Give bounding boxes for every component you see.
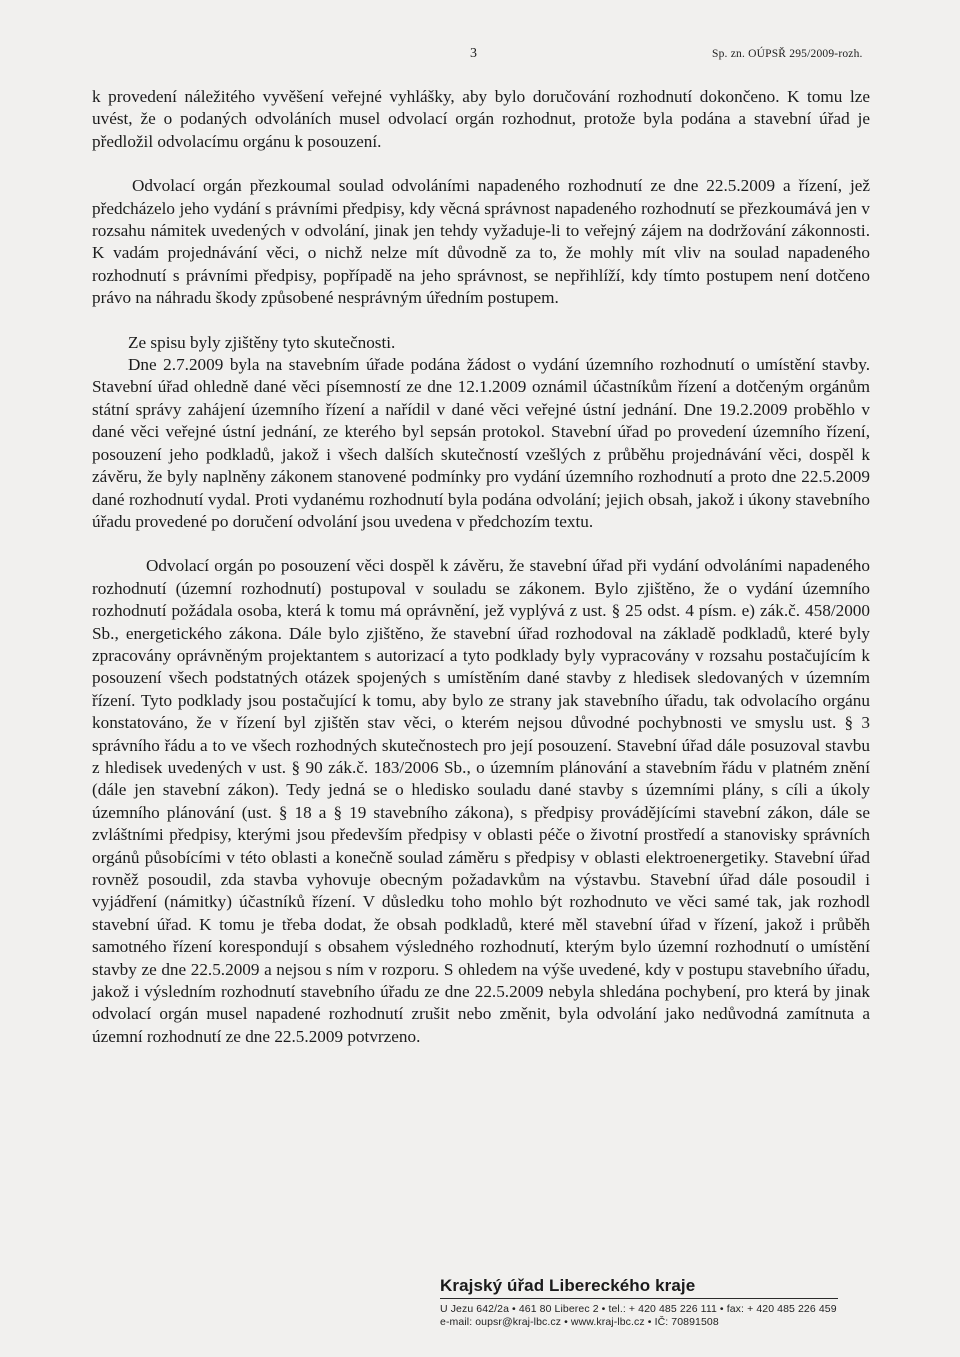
paragraph-facts: Dne 2.7.2009 byla na stavebním úřade podána žádost o vydání územního rozhodnutí o umístění stavby. Stavební úřad ohledně dané věci písemností ze dne 12.1.2009 oznámil účastníkům řízení a dotčeným orgánům státní správy zahájení územního řízení a nařídil v dané věci veřejné ústní jednání. Dne 19.2.2009 proběhlo v dané věci veřejné ústní jednání, ze kterého byl sepsán protokol. Stavební úřad po provedení územního řízení, posouzení jeho podkladů, jakož i všech dalších skutečností vzešlých z průběhu projednávání věci, dospěl k závěru, že byly naplněny zákonem stanovené podmínky pro vydání územního rozhodnutí a proto dne 22.5.2009 dané rozhodnutí vydal. Proti vydanému rozhodnutí byla podána odvolání; jejich obsah, jakož i úkony stavebního úřadu provedené po doručení odvolání jsou uvedena v předchozím textu.	[92, 355, 870, 531]
address-line: U Jezu 642/2a • 461 80 Liberec 2 • tel.: + 420 485 226 111 • fax: + 420 485 226 459	[440, 1303, 837, 1315]
page-number: 3	[470, 46, 477, 61]
organization-name: Krajský úřad Libereckého kraje	[440, 1276, 838, 1299]
contact-line: e-mail: oupsr@kraj-lbc.cz • www.kraj-lbc.cz • IČ: 70891508	[440, 1316, 719, 1328]
paragraph-findings-heading: Ze spisu byly zjištěny tyto skutečnosti.	[128, 332, 396, 352]
paragraph-conclusion: Odvolací orgán po posouzení věci dospěl k závěru, že stavební úřad při vydání odvoláními napadeného rozhodnutí (územní rozhodnutí) postupoval v souladu se zákonem. Bylo zjištěno, že o vydání územního rozhodnutí požádala osoba, která k tomu má oprávnění, jež vyplývá z ust. § 25 odst. 4 písm. e) zák.č. 458/2000 Sb., energetického zákona. Dále bylo zjištěno, že stavební úřad rozhodoval na základě podkladů, které byly zpracovány oprávněným projektantem s autorizací a tyto podklady byly vypracovány v rozsahu postačujícím k posouzení všech podstatných otázek spojených s umístěním dané stavby z hledisek sledovaných v územním řízení. Tyto podklady jsou postačující k tomu, aby bylo ze strany jak stavebního úřadu, tak odvolacího orgánu konstatováno, že v řízení byl zjištěn stav věci, o kterém nejsou důvodné pochybnosti ve smyslu ust. § 3 správního řádu a to ve všech rozhodných skutečnostech pro její posouzení. Stavební úřad dále posuzoval stavbu z hledisek uvedených v ust. § 90 zák.č. 183/2006 Sb., o územním plánování a stavebním řádu v platném znění (dále jen stavební zákon). Tedy jedná se o hledisko souladu dané stavby s územními plány, s cíli a úkoly územního plánování (ust. § 18 a § 19 stavebního zákona), s předpisy provádějícími stavební zákon, dále se zvláštními předpisy, kterými jsou především předpisy v oblasti péče o životní prostředí a stanovisky správních orgánů působícími v této oblasti a konečně soulad záměru s předpisy v oblasti elektroenergetiky. Stavební úřad rovněž posoudil, zda stavba vyhovuje obecným požadavkům na výstavbu. Stavební úřad dále posoudil i vyjádření (námitky) účastníků řízení. V důsledku toho mohlo být rozhodnuto ve věci samé tak, jak rozhodl stavební úřad. K tomu je třeba dodat, že obsah podkladů, které měl stavební úřad v řízení, jakož i průběh samotného řízení korespondují s obsahem výsledného rozhodnutí, kterým bylo územní rozhodnutí o umístění stavby ze dne 22.5.2009 a nejsou s ním v rozporu. S ohledem na výše uvedené, kdy v postupu stavebního úřadu, jakož i výsledním rozhodnutí stavebního úřadu ze dne 22.5.2009 nebyla shledána pochybení, pro která by jinak odvolací orgán musel napadené rozhodnutí zrušit nebo změnit, byla odvolání jako nedůvodná zamítnuta a územní rozhodnutí ze dne 22.5.2009 potvrzeno.	[92, 556, 870, 1046]
file-reference: Sp. zn. OÚPSŘ 295/2009-rozh.	[712, 48, 863, 60]
paragraph-review: Odvolací orgán přezkoumal soulad odvoláními napadeného rozhodnutí ze dne 22.5.2009 a řízení, jež předcházelo jeho vydání s právními předpisy, kdy věcná správnost napadeného rozhodnutí se přezkoumává jen v rozsahu námitek uvedených v odvolání, jinak jen tehdy vyžaduje-li to veřejný zájem na dodržování zákonnosti. K vadám projednávání věci, o nichž nelze mít důvodně za to, že mohly mít vliv na soulad napadeného rozhodnutí s právními předpisy, popřípadě na jeho správnost, se nepřihlíží, kdy tímto postupem není dotčeno právo na náhradu škody způsobené nesprávným úředním postupem.	[92, 176, 870, 308]
letterhead-footer	[440, 1276, 838, 1328]
paragraph-intro: k provedení náležitého vyvěšení veřejné vyhlášky, aby bylo doručování rozhodnutí dokončeno. K tomu lze uvést, že o podaných odvoláních musel odvolací orgán rozhodnut, protože byla podána a stavební úřad je předložil odvolacímu orgánu k posouzení.	[92, 87, 870, 151]
document-body	[92, 86, 870, 1048]
